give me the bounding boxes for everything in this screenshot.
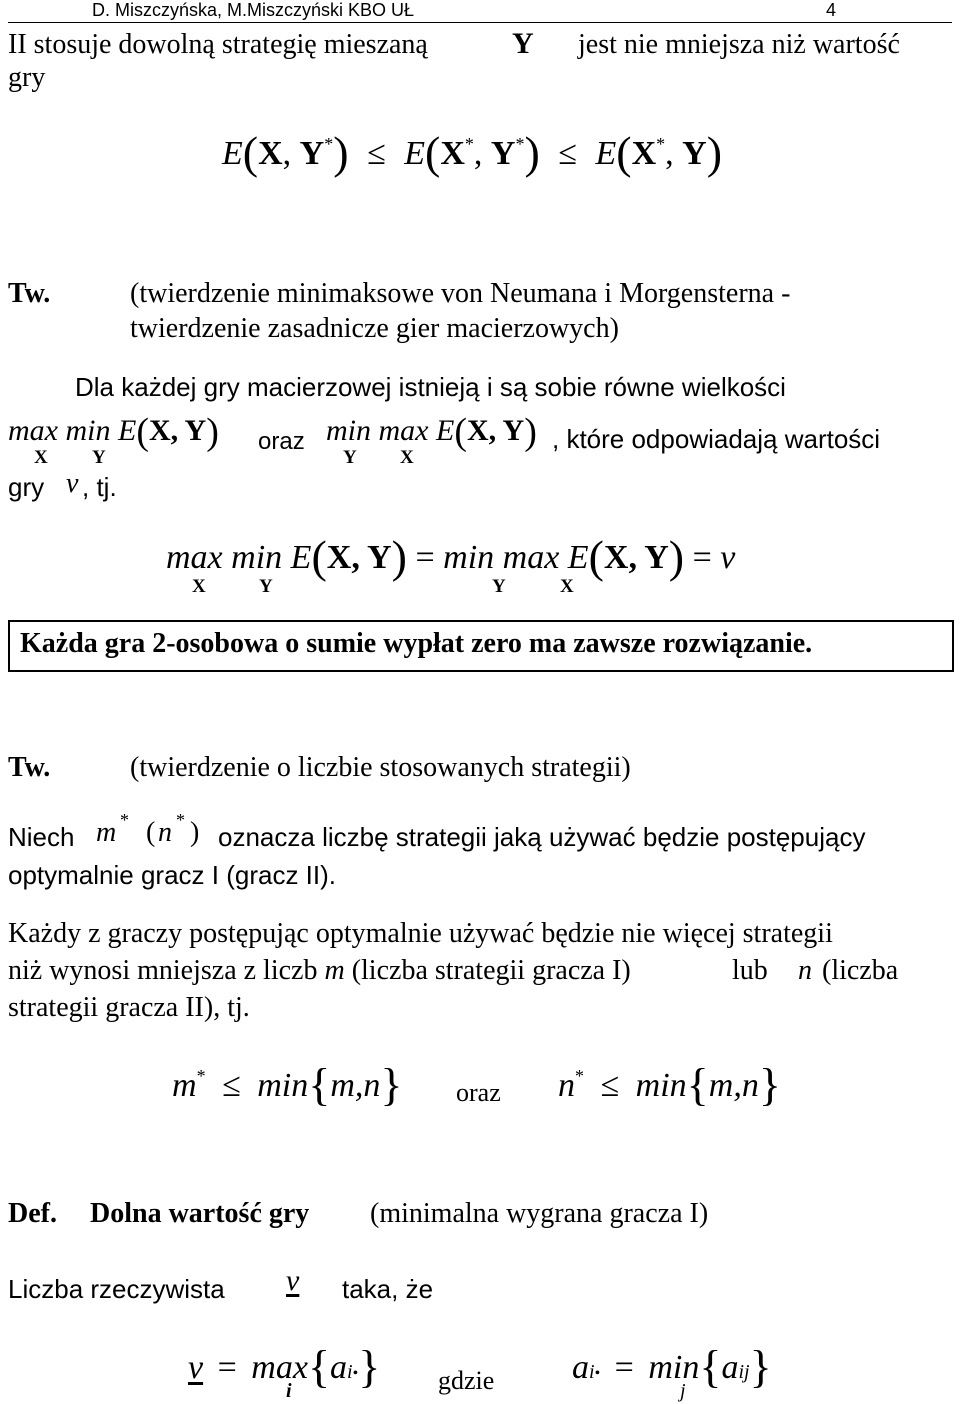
eq-XY1: X, Y (326, 539, 392, 576)
minmax-E: E (435, 414, 455, 447)
df-eq1: = (217, 1349, 237, 1386)
ineq-star2: * (464, 134, 474, 154)
eq-sub-X1: X (192, 576, 206, 597)
f2-set: m,n (708, 1067, 759, 1104)
theorem2-label: Tw. (8, 752, 51, 783)
theorem1-tail: , które odpowiadają wartości (552, 424, 881, 454)
definition-label: Def. (8, 1198, 57, 1229)
f1-min: min (257, 1067, 309, 1104)
df-sub-i2: i (589, 1361, 595, 1383)
eq-sub-X2: X (560, 576, 574, 597)
definition-formula-left: v = max{ai•} (188, 1341, 381, 1392)
f1-le: ≤ (222, 1067, 241, 1104)
intro-text-b: jest nie mniejsza niż wartość (578, 29, 900, 60)
f2-star: * (575, 1066, 584, 1086)
theorem1-title-a: (twierdzenie minimaksowe von Neumana i Morgensterna - (130, 278, 791, 309)
ineq-le1: ≤ (367, 135, 386, 172)
oraz-1: oraz (258, 428, 305, 455)
minmax-expr: min max E(X, Y) (326, 411, 537, 453)
minmax-sub-Y: Y (343, 447, 357, 468)
theorem2-m: m (96, 817, 117, 848)
df-eq2: = (614, 1349, 634, 1386)
definition-gdzie: gdzie (438, 1366, 495, 1395)
eq-E1: E (290, 539, 312, 576)
p2-m: m (324, 955, 345, 986)
eq-v: v (720, 539, 736, 576)
df-dot1: • (352, 1365, 359, 1382)
theorem1-gry: gry (8, 472, 45, 502)
ineq-le2: ≤ (558, 135, 577, 172)
f2-le: ≤ (600, 1067, 620, 1104)
definition-max-sub-i: i (286, 1380, 292, 1402)
df-sub-ij: ij (738, 1361, 750, 1383)
definition-formula-right: ai• = min{aij} (572, 1341, 772, 1392)
boxed-statement-text: Każda gra 2-osobowa o sumie wypłat zero ma zawsze rozwiązanie. (20, 628, 813, 659)
eq-max2: max (502, 539, 560, 576)
minmax-min: min (326, 414, 371, 447)
theorem1-tj: , tj. (82, 472, 117, 502)
df-sub-i1: i (347, 1361, 353, 1383)
theorem2-n: n (158, 817, 172, 848)
theorem2-title: (twierdzenie o liczbie stosowanych strategii) (130, 752, 631, 783)
theorem2-p3: strategii gracza II), tj. (8, 992, 250, 1023)
main-equation: max min E(X, Y) = min max E(X, Y) = v (166, 531, 736, 582)
maxmin-XY: X, Y (148, 414, 207, 447)
inequality-chain: E(X, Y*) ≤ E(X*, Y*) ≤ E(X*, Y) (222, 127, 723, 178)
theorem2-p1: Każdy z graczy postępując optymalnie używać będzie nie więcej strategii (8, 918, 833, 949)
theorem2-p2-n: n (798, 955, 812, 986)
formula-oraz: oraz (456, 1078, 501, 1107)
f2-min: min (635, 1067, 687, 1104)
maxmin-sub-Y: Y (92, 447, 106, 468)
definition-min-sub-j: j (680, 1380, 686, 1402)
theorem2-m-star: * (120, 810, 129, 830)
f1-m: m (172, 1067, 197, 1104)
df-a2: a (572, 1349, 589, 1386)
header-authors: D. Miszczyńska, M.Miszczyński KBO UŁ (92, 0, 415, 20)
ineq-comma3: , (665, 135, 683, 172)
df-a1: a (330, 1349, 348, 1386)
intro-text-a: II stosuje dowolną strategię mieszaną (8, 29, 428, 60)
theorem2-line1-tail: oznacza liczbę strategii jaką używać będzie postępujący (218, 822, 866, 852)
intro-line-2: gry (8, 62, 46, 93)
ineq-star4: * (656, 134, 666, 154)
definition-v: v (286, 1264, 300, 1297)
p2-text-b: (liczba strategii gracza I) (351, 955, 631, 986)
header-divider (8, 22, 952, 23)
minmax-sub-X: X (400, 447, 414, 468)
f2-n: n (558, 1067, 575, 1104)
theorem1-label: Tw. (8, 278, 51, 309)
ineq-X1: X (258, 135, 283, 172)
ineq-star3: * (515, 134, 525, 154)
theorem2-p2-d: (liczba (822, 955, 899, 986)
eq-min2: min (443, 539, 495, 576)
theorem2-p2 (8, 955, 631, 987)
eq-sign1: = (415, 539, 435, 576)
ineq-E2: E (404, 135, 426, 172)
df-dot2: • (594, 1365, 601, 1382)
p2-text-a: niż wynosi mniejsza z liczb (8, 955, 318, 986)
minmax-max: max (378, 414, 429, 447)
ineq-X2: X (440, 135, 465, 172)
eq-XY2: X, Y (603, 539, 669, 576)
theorem2-n-star: * (176, 810, 185, 830)
maxmin-sub-X: X (34, 447, 48, 468)
definition-paren: (minimalna wygrana gracza I) (370, 1198, 709, 1229)
formula-m-star: m* ≤ min{m,n} (172, 1059, 403, 1110)
intro-Y: Y (512, 27, 534, 60)
theorem2-niech: Niech (8, 822, 75, 852)
page-number: 4 (826, 0, 837, 20)
eq-E2: E (567, 539, 589, 576)
theorem1-v: v (66, 468, 79, 499)
eq-max1: max (166, 539, 223, 576)
theorem2-p2-lub: lub (732, 955, 768, 986)
ineq-star1: * (324, 134, 334, 154)
df-min: min (648, 1349, 700, 1386)
ineq-Y2: Y (490, 135, 516, 172)
definition-title: Dolna wartość gry (90, 1198, 310, 1229)
definition-line-b: taka, że (342, 1274, 434, 1304)
intro-line-1 (8, 29, 428, 61)
maxmin-expr: max min E(X, Y) (8, 411, 219, 453)
ineq-E1: E (222, 135, 243, 172)
minmax-XY: X, Y (466, 414, 525, 447)
f1-star: * (196, 1066, 206, 1086)
maxmin-max: max (8, 414, 58, 447)
df-a3: a (721, 1349, 739, 1386)
maxmin-E: E (117, 414, 137, 447)
f1-set: m,n (330, 1067, 381, 1104)
theorem2-close: ) (190, 817, 200, 848)
maxmin-min: min (65, 414, 111, 447)
eq-sub-Y1: Y (259, 576, 273, 597)
df-v: v (188, 1349, 204, 1386)
theorem2-line2: optymalnie gracz I (gracz II). (8, 860, 336, 890)
theorem1-line1: Dla każdej gry macierzowej istnieją i są sobie równe wielkości (75, 372, 786, 402)
ineq-Y3: Y (682, 135, 707, 172)
ineq-comma2: , (473, 135, 491, 172)
eq-min1: min (231, 539, 283, 576)
df-max: max (251, 1349, 308, 1386)
ineq-comma1: , (282, 135, 300, 172)
definition-line-a: Liczba rzeczywista (8, 1274, 225, 1304)
eq-sign2: = (692, 539, 712, 576)
ineq-Y1: Y (299, 135, 325, 172)
eq-sub-Y2: Y (492, 576, 506, 597)
ineq-X3: X (631, 135, 657, 172)
theorem1-title-b: twierdzenie zasadnicze gier macierzowych) (130, 313, 619, 344)
ineq-E3: E (595, 135, 617, 172)
formula-n-star: n* ≤ min{m,n} (558, 1059, 781, 1110)
theorem2-open: ( (146, 817, 156, 848)
